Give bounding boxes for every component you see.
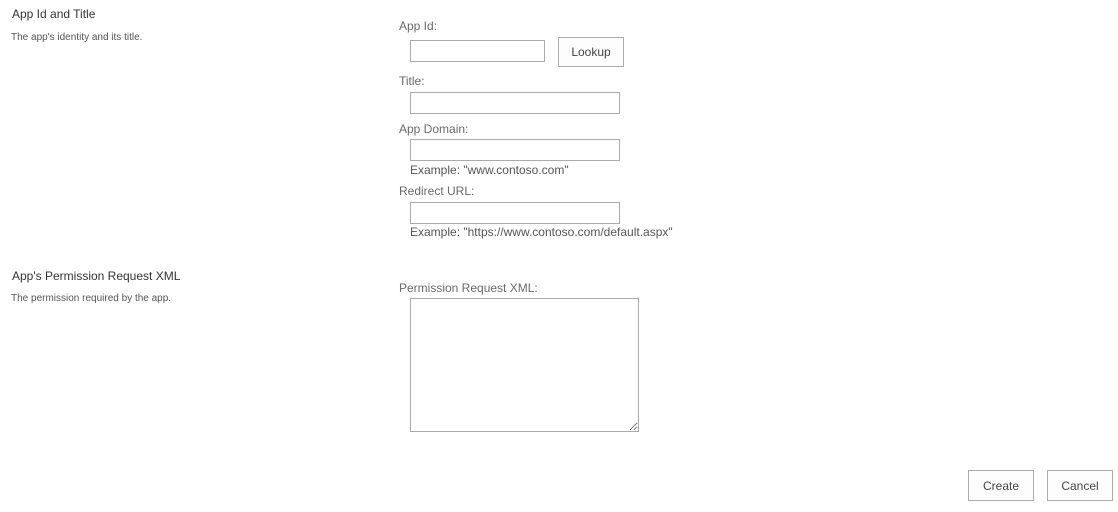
section-title-permission-request-xml: App's Permission Request XML (12, 269, 181, 283)
section-title-app-id-and-title: App Id and Title (12, 7, 96, 21)
redirect-url-example-hint: Example: "https://www.contoso.com/default.aspx" (410, 225, 673, 239)
section-description-app-id-and-title: The app's identity and its title. (11, 32, 143, 43)
section-description-permission-request-xml: The permission required by the app. (11, 293, 172, 304)
cancel-button[interactable]: Cancel (1047, 470, 1113, 501)
app-id-input[interactable] (410, 40, 545, 62)
app-domain-label: App Domain: (399, 122, 469, 136)
title-input[interactable] (410, 92, 620, 114)
app-domain-input[interactable] (410, 139, 620, 161)
redirect-url-label: Redirect URL: (399, 184, 475, 198)
redirect-url-input[interactable] (410, 202, 620, 224)
permission-request-xml-textarea[interactable] (410, 298, 639, 432)
permission-request-xml-label: Permission Request XML: (399, 281, 538, 295)
app-id-label: App Id: (399, 19, 438, 33)
create-button[interactable]: Create (968, 470, 1034, 501)
app-domain-example-hint: Example: "www.contoso.com" (410, 163, 569, 177)
lookup-button[interactable]: Lookup (558, 37, 624, 67)
title-label: Title: (399, 74, 425, 88)
